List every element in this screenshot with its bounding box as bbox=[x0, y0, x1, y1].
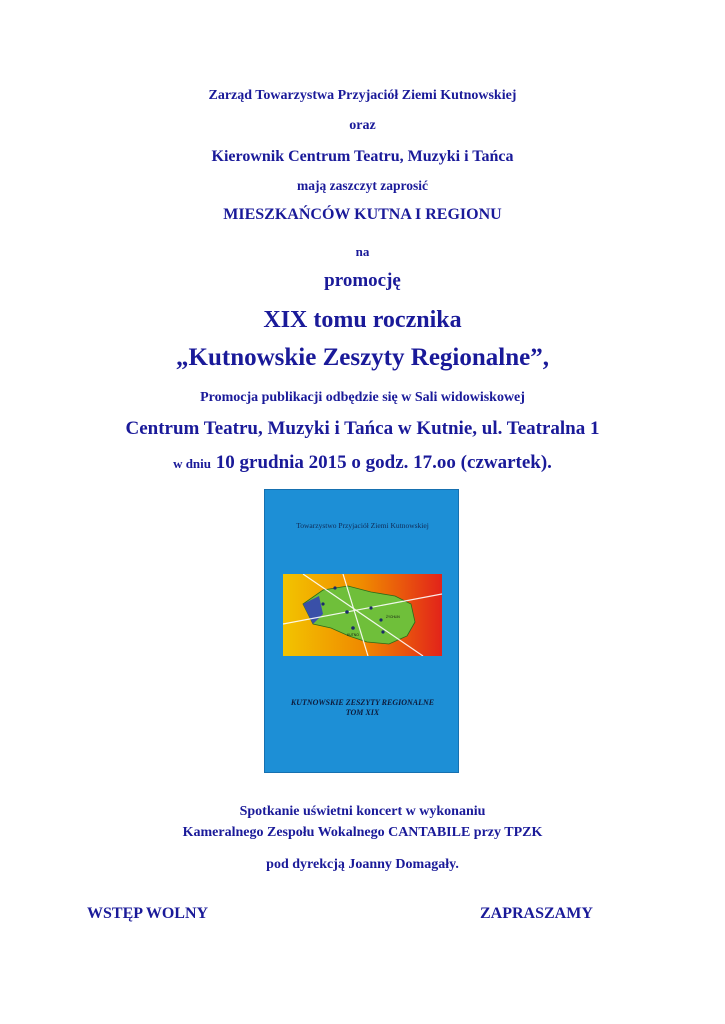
invite-phrase: mają zaszczyt zaprosić bbox=[297, 178, 428, 193]
cover-title-block bbox=[265, 698, 460, 718]
cover-volume-label: TOM XIX bbox=[345, 708, 380, 717]
date-prefix: w dniu bbox=[173, 456, 212, 471]
co-organizer-line: Kierownik Centrum Teatru, Muzyki i Tańca bbox=[211, 148, 514, 165]
invitation-closing: ZAPRASZAMY bbox=[480, 905, 593, 922]
venue-address: Centrum Teatru, Muzyki i Tańca w Kutnie, ul. Teatralna 1 bbox=[125, 418, 600, 439]
book-cover-image bbox=[264, 489, 459, 773]
promo-word: promocję bbox=[324, 270, 401, 291]
audience-line: MIESZKAŃCÓW KUTNA I REGIONU bbox=[223, 206, 502, 223]
preposition-line: na bbox=[355, 244, 370, 259]
conjunction-line: oraz bbox=[349, 118, 376, 133]
map-label-zychlin: ŻYCHLIN bbox=[386, 615, 400, 619]
volume-title: XIX tomu rocznika bbox=[263, 307, 462, 333]
event-date bbox=[0, 452, 725, 474]
map-label-kutno: KUTNO bbox=[347, 633, 359, 637]
date-text: 10 grudnia 2015 o godz. 17.oo (czwartek). bbox=[211, 452, 552, 473]
free-entry-label: WSTĘP WOLNY bbox=[87, 905, 209, 922]
cover-series-title: KUTNOWSKIE ZESZYTY REGIONALNE bbox=[290, 698, 435, 707]
cover-publisher: Towarzystwo Przyjaciół Ziemi Kutnowskiej bbox=[296, 521, 429, 530]
venue-intro: Promocja publikacji odbędzie się w Sali widowiskowej bbox=[200, 390, 525, 405]
concert-line-3: pod dyrekcją Joanny Domagały. bbox=[266, 857, 459, 872]
region-map-illustration bbox=[283, 574, 442, 656]
organizer-line: Zarząd Towarzystwa Przyjaciół Ziemi Kutnowskiej bbox=[208, 88, 517, 103]
publication-title: „Kutnowskie Zeszyty Regionalne”, bbox=[176, 344, 549, 371]
concert-line-2: Kameralnego Zespołu Wokalnego CANTABILE przy TPZK bbox=[182, 825, 543, 840]
concert-line-1: Spotkanie uświetni koncert w wykonaniu bbox=[239, 804, 486, 819]
